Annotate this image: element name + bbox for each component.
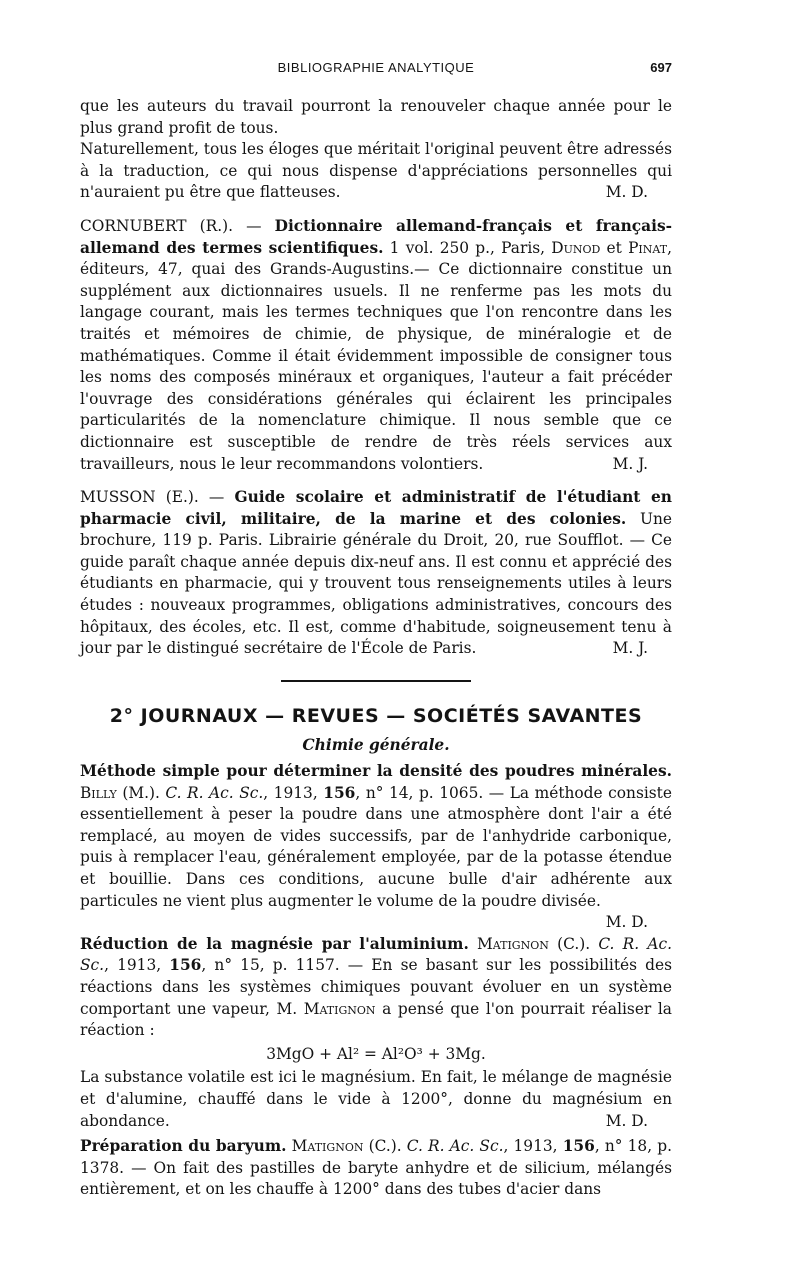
article-matignon-magnesie-ref-a: (C.). <box>548 934 599 953</box>
review-musson-text: Une brochure, 119 p. Paris. Librairie générale du Droit, 20, rue Soufflot. — Ce guide paraît chaque année depuis dix-neuf ans. Il est connu et apprécié des étudiants en pharmacie, qui y trouvent tous renseignements utiles à leurs études : nouveaux programmes, obligations administratives, concours des hôpitaux, des écoles, etc. Il est, comme d'habitude, soigneusement tenu à jour par le distingué secrétaire de l'École de Paris. <box>80 509 672 658</box>
article-matignon-baryum-volume: 156 <box>562 1137 595 1156</box>
review-cornubert <box>80 216 672 475</box>
section-heading: 2° JOURNAUX — REVUES — SOCIÉTÉS SAVANTES <box>109 704 643 727</box>
article-billy-journal: C. R. Ac. Sc. <box>165 783 264 802</box>
section-divider <box>281 680 471 682</box>
running-header <box>80 60 672 84</box>
review-cornubert-title: Dictionnaire allemand-français et français-allemand des termes scientifiques. <box>80 216 673 257</box>
article-billy-ref-a: (M.). <box>116 783 166 802</box>
article-billy-signature: M. D. <box>605 913 648 932</box>
spacer <box>80 204 672 216</box>
page <box>80 0 672 1283</box>
review-musson-author: MUSSON (E.). — <box>80 488 235 507</box>
article-matignon-baryum-title: Préparation du baryum. <box>80 1137 287 1156</box>
article-matignon-magnesie-conclusion-text: La substance volatile est ici le magnésium. En fait, le mélange de magnésie et d'alumine, chauffé dans le vide à 1200°, donne du magnésium en abondance. <box>80 1068 672 1130</box>
review-cornubert-pub-a: 1 vol. 250 p., Paris, <box>383 238 552 257</box>
article-matignon-magnesie-conclusion <box>80 1067 672 1132</box>
review-cornubert-publisher-1: Dunod <box>551 238 601 257</box>
article-matignon-baryum-journal: C. R. Ac. Sc. <box>406 1137 504 1156</box>
review-cornubert-pub-b: et <box>600 238 629 257</box>
article-matignon-magnesie <box>80 934 672 1042</box>
review-cornubert-text: , éditeurs, 47, quai des Grands-Augustins.— Ce dictionnaire constitue un supplément aux dictionnaires usuels. Il ne renferme pas les mots du langage courant, mais les termes techniques que l'on rencontre dans les traités et mémoires de chimie, de physique, de minéralogie et de mathématiques. Comme il était évidemment impossible de consigner tous les noms des composés minéraux et organiques, l'auteur a fait précéder l'ouvrage des considérations générales qui éclairent les principales particularités de la nomenclature chimique. Il nous semble que ce dictionnaire est susceptible de rendre de très réels services aux travailleurs, nous le leur recommandons volontiers. <box>80 238 672 473</box>
text-body <box>80 96 672 1201</box>
article-matignon-magnesie-title: Réduction de la magnésie par l'aluminium. <box>80 934 469 953</box>
running-title: BIBLIOGRAPHIE ANALYTIQUE <box>277 60 475 75</box>
article-matignon-baryum-ref-b: , 1913, <box>503 1137 563 1156</box>
review-musson-title: Guide scolaire et administratif de l'étudiant en pharmacie civil, militaire, de la marine et des colonies. <box>80 488 672 528</box>
article-matignon-magnesie-volume: 156 <box>169 956 202 975</box>
review-cornubert-signature: M. J. <box>612 454 648 473</box>
article-matignon-magnesie-text: , n° 15, p. 1157. — En se basant sur les possibilités des réactions dans les systèmes chimiques pouvant évoluer en un système comportant une vapeur, M. <box>80 956 672 1018</box>
article-matignon-baryum-author: Matignon <box>286 1137 364 1156</box>
article-billy-author: Billy <box>80 783 117 802</box>
article-billy-text: , n° 14, p. 1065. — La méthode consiste essentiellement à peser la poudre dans une atmosphère dont l'air a été remplacé, au moyen de vides successifs, par de l'anhydride carbonique, puis à remplacer l'eau, généralement employée, par de la potasse étendue et bouillie. Dans ces conditions, aucune bulle d'air adhérente aux particules ne vient plus augmenter le volume de la poudre divisée. <box>80 783 672 910</box>
intro-signature: M. D. <box>605 183 648 202</box>
article-matignon-magnesie-ref-b: , 1913, <box>104 956 170 975</box>
article-billy-ref-b: , 1913, <box>263 783 324 802</box>
page-number: 697 <box>650 60 672 75</box>
article-matignon-baryum <box>80 1136 672 1201</box>
article-matignon-magnesie-author-inline: Matignon <box>303 999 376 1018</box>
article-billy-volume: 156 <box>323 783 356 802</box>
chemical-equation: 3MgO + Al² = Al²O³ + 3Mg. <box>266 1044 486 1063</box>
intro-paragraph-1: que les auteurs du travail pourront la renouveler chaque année pour le plus grand profit de tous. <box>80 97 672 137</box>
article-matignon-magnesie-signature: M. D. <box>605 1111 648 1130</box>
intro-paragraph-2 <box>80 139 672 204</box>
article-matignon-magnesie-journal: C. R. Ac. Sc. <box>80 934 672 975</box>
spacer <box>80 475 672 487</box>
article-matignon-baryum-ref-a: (C.). <box>363 1137 407 1156</box>
article-matignon-magnesie-author: Matignon <box>468 934 549 953</box>
article-matignon-magnesie-text-2: a pensé que l'on pourrait réaliser la réaction : <box>80 999 672 1040</box>
review-musson <box>80 487 672 660</box>
review-musson-signature: M. J. <box>612 639 648 658</box>
article-matignon-baryum-text: , n° 18, p. 1378. — On fait des pastilles de baryte anhydre et de silicium, mélangés entièrement, et on les chauffe à 1200° dans des tubes d'acier dans <box>80 1137 672 1199</box>
subsection-heading: Chimie générale. <box>302 736 450 755</box>
article-billy-title: Méthode simple pour déterminer la densité des poudres minérales. <box>80 762 672 781</box>
intro-paragraph-2-text: Naturellement, tous les éloges que méritait l'original peuvent être adressés à la traduction, ce qui nous dispense d'appréciations personnelles qui n'auraient pu être que flatteuses. <box>80 140 672 202</box>
article-billy <box>80 761 672 912</box>
review-cornubert-publisher-2: Pinat <box>628 238 668 257</box>
review-cornubert-author: CORNUBERT (R.). — <box>80 216 275 235</box>
